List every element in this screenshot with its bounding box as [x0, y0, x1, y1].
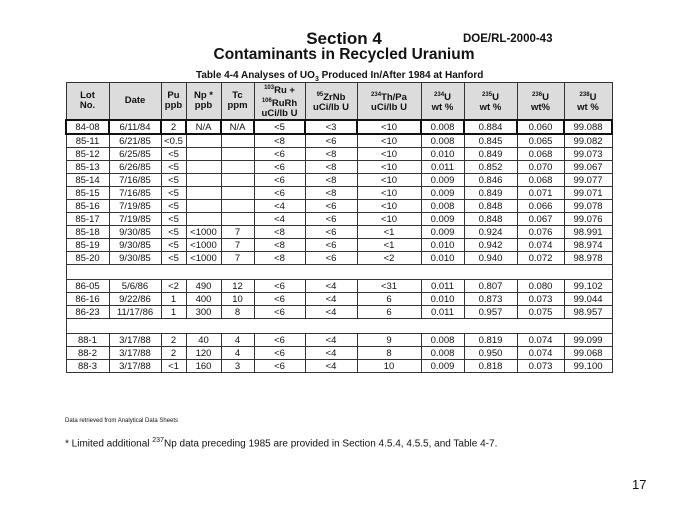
cell-u238: 98.991 [564, 226, 612, 239]
cell-pu: <5 [161, 252, 186, 265]
cell-pu: <0.5 [161, 134, 186, 148]
table-row [66, 293, 612, 306]
table-row [66, 174, 612, 187]
cell-tc: N/A [221, 120, 254, 134]
cell-thpa: 6 [357, 306, 421, 319]
cell-u235: 0.924 [464, 226, 517, 239]
cell-np: <1000 [186, 226, 221, 239]
cell-tc: 10 [221, 293, 254, 306]
cell-lot: 85-17 [66, 213, 109, 226]
cell-pu: <1 [161, 360, 186, 373]
table-row [66, 200, 612, 213]
cell-pu: <5 [161, 174, 186, 187]
cell-u238: 99.067 [564, 161, 612, 174]
cell-thpa: <10 [357, 174, 421, 187]
cell-date: 3/17/88 [109, 360, 161, 373]
column-header-tc: Tc ppm [221, 83, 254, 121]
cell-ru: <6 [254, 174, 305, 187]
column-header-u234: $^{234}$U wt % [421, 83, 464, 121]
cell-u235: 0.848 [464, 213, 517, 226]
cell-u234: 0.011 [421, 161, 464, 174]
column-header-ru: $^{103}$Ru + $^{106}$RuRh uCi/lb U [254, 83, 305, 121]
column-header-u236: $^{236}$U wt% [517, 83, 564, 121]
cell-thpa: 10 [357, 360, 421, 373]
table-row [66, 213, 612, 226]
cell-np [186, 134, 221, 148]
cell-date: 6/26/85 [109, 161, 161, 174]
cell-date: 9/30/85 [109, 226, 161, 239]
cell-zrnb: <6 [305, 134, 357, 148]
cell-u234: 0.009 [421, 174, 464, 187]
cell-thpa: <10 [357, 134, 421, 148]
table-row [66, 120, 612, 134]
cell-zrnb: <4 [305, 293, 357, 306]
uranium-analysis-table [65, 82, 613, 373]
column-header-u235: $^{235}$U wt % [464, 83, 517, 121]
cell-u236: 0.066 [517, 200, 564, 213]
cell-pu: <5 [161, 239, 186, 252]
cell-u238: 99.078 [564, 200, 612, 213]
cell-np [186, 148, 221, 161]
cell-u236: 0.074 [517, 239, 564, 252]
cell-lot: 85-18 [66, 226, 109, 239]
cell-zrnb: <6 [305, 213, 357, 226]
cell-np: 490 [186, 280, 221, 293]
table-caption: Table 4-4 Analyses of $UO_3$ Produced In/After 1984 at Hanford [196, 70, 484, 83]
cell-u236: 0.074 [517, 334, 564, 347]
cell-u236: 0.065 [517, 134, 564, 148]
cell-tc: 7 [221, 239, 254, 252]
cell-tc: 7 [221, 226, 254, 239]
cell-u236: 0.070 [517, 161, 564, 174]
spacer-cell [66, 265, 612, 280]
cell-zrnb: <4 [305, 360, 357, 373]
cell-tc: 4 [221, 347, 254, 360]
cell-u236: 0.080 [517, 280, 564, 293]
cell-date: 7/16/85 [109, 174, 161, 187]
cell-np: 40 [186, 334, 221, 347]
column-header-thpa: $^{234}$Th/Pa uCi/lb U [357, 83, 421, 121]
cell-u236: 0.071 [517, 187, 564, 200]
cell-u238: 99.100 [564, 360, 612, 373]
column-header-lot: Lot No. [66, 83, 109, 121]
table-row [66, 161, 612, 174]
cell-tc: 12 [221, 280, 254, 293]
cell-zrnb: <4 [305, 347, 357, 360]
cell-date: 7/16/85 [109, 187, 161, 200]
cell-u234: 0.008 [421, 347, 464, 360]
cell-u235: 0.846 [464, 174, 517, 187]
cell-tc: 3 [221, 360, 254, 373]
cell-lot: 84-08 [66, 120, 109, 134]
cell-date: 9/22/86 [109, 293, 161, 306]
cell-u235: 0.849 [464, 148, 517, 161]
cell-pu: <5 [161, 200, 186, 213]
spacer-cell [66, 319, 612, 334]
cell-np: 120 [186, 347, 221, 360]
cell-lot: 88-2 [66, 347, 109, 360]
cell-date: 5/6/86 [109, 280, 161, 293]
cell-u235: 0.849 [464, 187, 517, 200]
cell-pu: 1 [161, 293, 186, 306]
cell-u234: 0.011 [421, 280, 464, 293]
cell-tc [221, 148, 254, 161]
cell-zrnb: <4 [305, 306, 357, 319]
cell-ru: <6 [254, 293, 305, 306]
cell-u238: 99.044 [564, 293, 612, 306]
cell-pu: 2 [161, 120, 186, 134]
cell-u236: 0.075 [517, 306, 564, 319]
cell-ru: <6 [254, 187, 305, 200]
cell-u235: 0.940 [464, 252, 517, 265]
cell-ru: <5 [254, 120, 305, 134]
cell-thpa: <10 [357, 120, 421, 134]
cell-date: 7/19/85 [109, 200, 161, 213]
cell-zrnb: <6 [305, 239, 357, 252]
cell-u234: 0.009 [421, 226, 464, 239]
table-row [66, 148, 612, 161]
cell-u235: 0.950 [464, 347, 517, 360]
table-row [66, 280, 612, 293]
cell-thpa: <1 [357, 226, 421, 239]
document-id: DOE/RL-2000-43 [463, 33, 553, 45]
cell-u235: 0.873 [464, 293, 517, 306]
cell-ru: <8 [254, 252, 305, 265]
cell-u235: 0.852 [464, 161, 517, 174]
cell-tc [221, 134, 254, 148]
cell-u236: 0.068 [517, 148, 564, 161]
cell-date: 3/17/88 [109, 334, 161, 347]
table-row [66, 134, 612, 148]
cell-np: 400 [186, 293, 221, 306]
cell-ru: <6 [254, 360, 305, 373]
cell-np [186, 187, 221, 200]
cell-lot: 85-19 [66, 239, 109, 252]
cell-lot: 85-14 [66, 174, 109, 187]
cell-zrnb: <6 [305, 226, 357, 239]
cell-u235: 0.807 [464, 280, 517, 293]
cell-tc: 4 [221, 334, 254, 347]
cell-ru: <8 [254, 226, 305, 239]
cell-thpa: 9 [357, 334, 421, 347]
cell-lot: 86-16 [66, 293, 109, 306]
cell-date: 7/19/85 [109, 213, 161, 226]
cell-u238: 99.099 [564, 334, 612, 347]
cell-lot: 88-1 [66, 334, 109, 347]
cell-zrnb: <8 [305, 161, 357, 174]
cell-zrnb: <6 [305, 252, 357, 265]
cell-u238: 99.076 [564, 213, 612, 226]
cell-zrnb: <3 [305, 120, 357, 134]
cell-lot: 85-13 [66, 161, 109, 174]
cell-pu: 2 [161, 347, 186, 360]
table-row [66, 239, 612, 252]
cell-u238: 98.957 [564, 306, 612, 319]
cell-np [186, 213, 221, 226]
cell-tc [221, 174, 254, 187]
cell-u238: 99.102 [564, 280, 612, 293]
cell-lot: 85-15 [66, 187, 109, 200]
cell-pu: <5 [161, 148, 186, 161]
column-header-u238: $^{238}$U wt % [564, 83, 612, 121]
cell-thpa: 6 [357, 293, 421, 306]
cell-np [186, 161, 221, 174]
cell-u236: 0.074 [517, 347, 564, 360]
cell-thpa: <31 [357, 280, 421, 293]
column-header-zrnb: $^{95}$ZrNb uCi/lb U [305, 83, 357, 121]
cell-pu: 1 [161, 306, 186, 319]
cell-u235: 0.848 [464, 200, 517, 213]
cell-lot: 85-11 [66, 134, 109, 148]
column-header-np: Np * ppb [186, 83, 221, 121]
cell-zrnb: <8 [305, 174, 357, 187]
cell-thpa: 8 [357, 347, 421, 360]
table-row [66, 334, 612, 347]
cell-pu: <5 [161, 161, 186, 174]
cell-u234: 0.010 [421, 252, 464, 265]
cell-u236: 0.076 [517, 226, 564, 239]
cell-np: 300 [186, 306, 221, 319]
cell-date: 3/17/88 [109, 347, 161, 360]
cell-thpa: <10 [357, 148, 421, 161]
cell-lot: 85-20 [66, 252, 109, 265]
table-row [66, 226, 612, 239]
cell-pu: <5 [161, 213, 186, 226]
cell-np [186, 174, 221, 187]
cell-u234: 0.010 [421, 293, 464, 306]
cell-u234: 0.008 [421, 134, 464, 148]
section-title: Section 4 [306, 29, 382, 48]
cell-tc: 8 [221, 306, 254, 319]
cell-thpa: <2 [357, 252, 421, 265]
cell-u238: 99.071 [564, 187, 612, 200]
cell-tc [221, 161, 254, 174]
source-note: Data retrieved from Analytical Data Sheets [65, 418, 179, 424]
cell-u238: 99.068 [564, 347, 612, 360]
table-row [66, 360, 612, 373]
cell-ru: <8 [254, 239, 305, 252]
cell-np: N/A [186, 120, 221, 134]
cell-date: 9/30/85 [109, 239, 161, 252]
cell-thpa: <10 [357, 200, 421, 213]
footnote: * Limited additional $^{237}$Np data preceding 1985 are provided in Section 4.5.4, 4.5.5, and Table 4-7. [65, 437, 498, 450]
cell-u238: 98.974 [564, 239, 612, 252]
cell-ru: <4 [254, 200, 305, 213]
cell-date: 9/30/85 [109, 252, 161, 265]
cell-u235: 0.819 [464, 334, 517, 347]
table-row [66, 347, 612, 360]
cell-pu: <5 [161, 226, 186, 239]
cell-np: <1000 [186, 239, 221, 252]
cell-thpa: <10 [357, 161, 421, 174]
cell-ru: <6 [254, 306, 305, 319]
cell-lot: 86-23 [66, 306, 109, 319]
cell-u236: 0.072 [517, 252, 564, 265]
cell-u236: 0.067 [517, 213, 564, 226]
cell-date: 11/17/86 [109, 306, 161, 319]
cell-u234: 0.009 [421, 187, 464, 200]
cell-ru: <4 [254, 213, 305, 226]
cell-date: 6/25/85 [109, 148, 161, 161]
cell-thpa: <1 [357, 239, 421, 252]
cell-pu: <2 [161, 280, 186, 293]
cell-u238: 99.082 [564, 134, 612, 148]
cell-u234: 0.008 [421, 334, 464, 347]
cell-zrnb: <4 [305, 280, 357, 293]
cell-date: 6/11/84 [109, 120, 161, 134]
cell-ru: <6 [254, 148, 305, 161]
cell-u236: 0.073 [517, 293, 564, 306]
cell-zrnb: <6 [305, 200, 357, 213]
cell-tc [221, 200, 254, 213]
cell-tc [221, 213, 254, 226]
cell-tc: 7 [221, 252, 254, 265]
cell-u234: 0.010 [421, 148, 464, 161]
cell-u236: 0.060 [517, 120, 564, 134]
page-number: 17 [632, 477, 647, 492]
cell-zrnb: <8 [305, 148, 357, 161]
cell-u235: 0.845 [464, 134, 517, 148]
cell-pu: 2 [161, 334, 186, 347]
table-header-row [66, 83, 612, 121]
cell-u238: 99.088 [564, 120, 612, 134]
cell-u235: 0.942 [464, 239, 517, 252]
cell-zrnb: <4 [305, 334, 357, 347]
cell-u234: 0.010 [421, 239, 464, 252]
cell-np: <1000 [186, 252, 221, 265]
cell-ru: <6 [254, 280, 305, 293]
column-header-pu: Pu ppb [161, 83, 186, 121]
cell-u234: 0.011 [421, 306, 464, 319]
cell-u234: 0.009 [421, 360, 464, 373]
cell-u236: 0.068 [517, 174, 564, 187]
table-row [66, 187, 612, 200]
table-row [66, 252, 612, 265]
cell-thpa: <10 [357, 187, 421, 200]
cell-lot: 88-3 [66, 360, 109, 373]
cell-ru: <6 [254, 334, 305, 347]
table-row [66, 306, 612, 319]
cell-u238: 98.978 [564, 252, 612, 265]
cell-pu: <5 [161, 187, 186, 200]
cell-ru: <8 [254, 134, 305, 148]
spacer-row [66, 319, 612, 334]
cell-lot: 86-05 [66, 280, 109, 293]
cell-date: 6/21/85 [109, 134, 161, 148]
cell-ru: <6 [254, 161, 305, 174]
cell-zrnb: <8 [305, 187, 357, 200]
cell-u234: 0.008 [421, 120, 464, 134]
cell-np: 160 [186, 360, 221, 373]
cell-np [186, 200, 221, 213]
cell-u235: 0.884 [464, 120, 517, 134]
cell-u234: 0.008 [421, 200, 464, 213]
column-header-date: Date [109, 83, 161, 121]
cell-u235: 0.818 [464, 360, 517, 373]
cell-lot: 85-16 [66, 200, 109, 213]
spacer-row [66, 265, 612, 280]
cell-u235: 0.957 [464, 306, 517, 319]
cell-lot: 85-12 [66, 148, 109, 161]
cell-tc [221, 187, 254, 200]
cell-u234: 0.009 [421, 213, 464, 226]
cell-ru: <6 [254, 347, 305, 360]
cell-thpa: <10 [357, 213, 421, 226]
cell-u238: 99.073 [564, 148, 612, 161]
page-subtitle: Contaminants in Recycled Uranium [213, 46, 475, 63]
cell-u236: 0.073 [517, 360, 564, 373]
cell-u238: 99.077 [564, 174, 612, 187]
